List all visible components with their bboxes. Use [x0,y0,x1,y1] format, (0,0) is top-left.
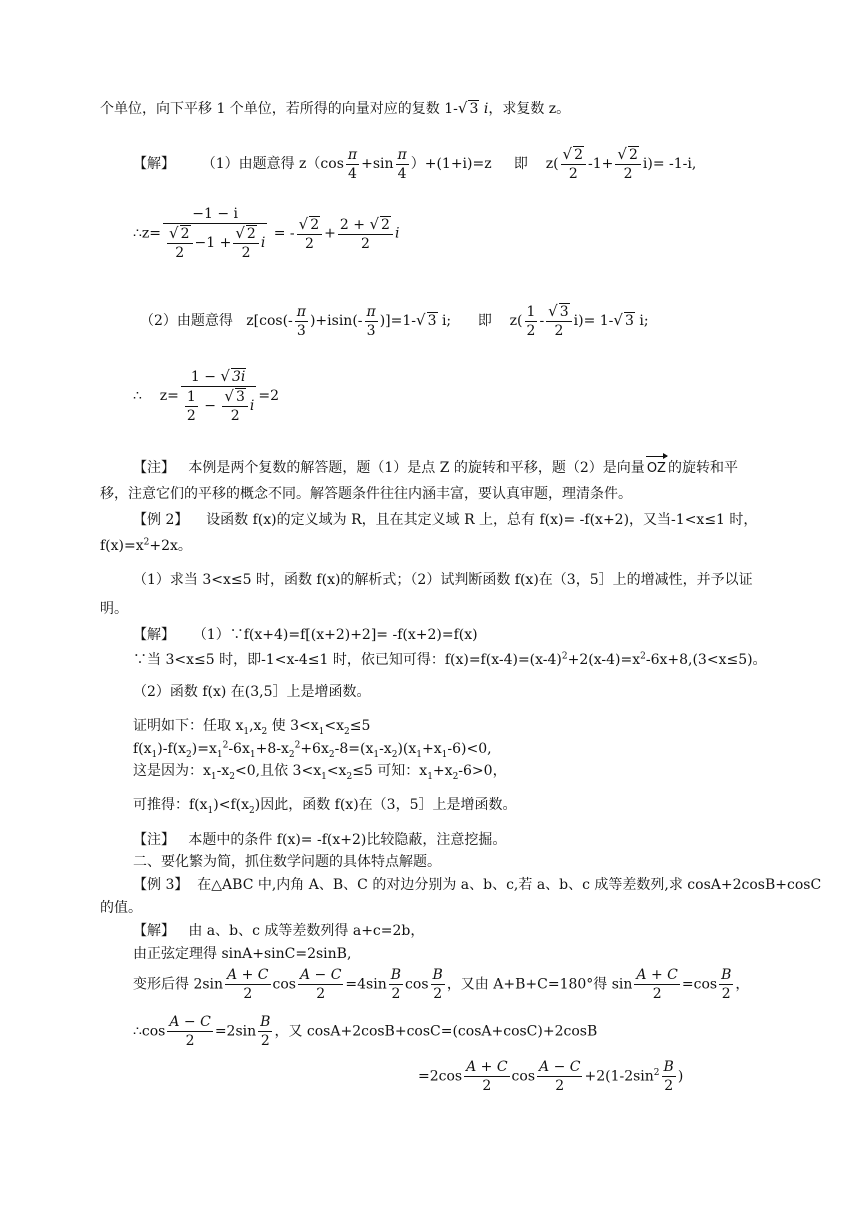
note-tag: 【注】 [133,832,175,848]
text: 个单位，向下平移 1 个单位，若所得的向量对应的复数 1- [100,101,458,117]
den: 2 [482,1078,492,1094]
text: ∴cos [133,1023,166,1040]
radicand: 3 [427,313,437,329]
proof-line-4 [133,796,516,814]
num: A − C [539,1059,581,1075]
sqrt-symbol: √ [613,311,623,329]
den: $\frac{1}{2}$ − $\frac{√ 3}{2}$ i [186,387,255,424]
exponent: 2 [653,1067,660,1078]
num: A + C [227,967,269,983]
question-line-1: （1）求当 3<x≤5 时，函数 f(x)的解析式；（2）试判断函数 f(x)在（3，5］上的增减性，并予以证 [133,572,753,588]
num: π [347,146,358,163]
exponent: 2 [561,651,568,662]
text: =2cos [418,1068,463,1085]
radicand: 2 [381,216,390,233]
sqrt-symbol: √ [235,224,245,242]
subscript: 1 [243,726,250,737]
sqrt-symbol: √ [169,224,179,242]
text: （1）由题意得 z（cos [201,156,344,172]
text: -8=(x [334,741,374,757]
text: z[cos(- [246,313,293,329]
text: 变形后得 2sin [133,976,224,993]
text: +8-x [255,741,289,757]
num: π [366,303,376,320]
num: B [721,967,732,983]
text: 在△ABC 中,内角 A、B、C 的对边分别为 a、b、c,若 a、b、c 成等差数列,求 cosA+2cosB+cosC [197,877,822,893]
solution-2-line [140,302,649,340]
solution-tag: 【解】 [133,923,175,939]
note-2-line [133,831,506,849]
fraction-a-plus-c [634,966,679,1003]
solution-2-line-1 [133,626,478,644]
den: 4 [397,165,407,182]
num: π [397,146,407,163]
num: B [432,967,443,983]
text: f(x [133,741,152,757]
subscript: 2 [452,771,459,782]
sqrt-symbol: √ [416,311,426,329]
den: 2 [243,986,253,1002]
num: −1 − i [163,205,267,224]
fraction-root2-2 [561,145,586,183]
text: + [324,225,336,242]
fraction-root2-2 [297,215,322,253]
subscript: 1 [373,749,380,760]
subscript: 1 [151,749,158,760]
solution-1-line [133,145,696,183]
den: 2 [554,323,564,339]
num: 2 [339,216,349,233]
den: 2 [304,235,314,252]
sqrt-symbol: √ [457,99,468,117]
complex-fraction [163,205,267,262]
den: 2 [175,245,185,261]
imag-unit: i [394,225,400,242]
fraction-b [258,1013,272,1050]
fraction-b [662,1058,676,1095]
den: 2 [721,986,731,1002]
text: )]=1- [379,313,417,329]
den: 2 [555,1078,565,1094]
text: -6x+8,(3<x≤5)。 [645,652,767,668]
text: )(x [397,741,417,757]
text: <0,且依 3<x [235,763,322,779]
example-2-line-2 [100,537,192,555]
text: 证明如下：任取 x [133,718,244,734]
radicand: 2 [310,216,320,233]
imag-unit: i [483,101,489,117]
den: 4 [348,165,357,182]
fraction-pi-4 [396,146,409,183]
den: 2 [568,166,578,182]
subscript: 1 [427,771,433,782]
proof-line-1 [133,717,370,735]
den: 2 [316,986,326,1002]
imag-unit: i [260,235,266,251]
exponent: 2 [143,537,150,548]
text: - [539,313,545,329]
text: )<f(x [213,797,250,813]
text: +sin [361,156,394,172]
text: ，又 cosA+2cosB+cosC=(cosA+cosC)+2cosB [274,1023,598,1040]
num: 1 [186,388,196,405]
text: 本题中的条件 f(x)= -f(x+2)比较隐蔽，注意挖掘。 [188,832,507,848]
fraction-a-minus-c [298,966,343,1003]
text: −1 + [194,235,232,251]
num: A + C [636,967,678,983]
text: ，求复数 z。 [488,101,571,117]
num: π [296,303,306,320]
den: 3 [366,322,376,339]
text: 设函数 f(x)的定义域为 R，且在其定义域 R 上，总有 f(x)= -f(x+2)，又当-1<x≤1 时， [206,512,758,528]
text: ，又由 A+B+C=180°得 sin [446,976,633,993]
sqrt-symbol: √ [224,387,234,405]
text: +2x。 [149,538,192,554]
text: -6>0， [458,763,507,779]
text: cos [511,1068,536,1085]
complex-fraction-2 [181,367,257,425]
text: ∴z= [133,225,162,242]
text: =cos [681,976,718,993]
text: 可推得：f(x [133,797,208,813]
text: 即 [477,313,492,329]
exponent: 2 [294,740,301,751]
radicand: 3 [235,389,245,405]
text: -x [216,763,230,779]
fraction-root3-2 [546,302,571,340]
subscript: 2 [391,749,398,760]
num: 1 [526,303,536,320]
radicand: 3 [559,304,569,320]
vector-oz: OZ [646,461,666,476]
text: ≤5 [349,718,371,734]
text: = - [273,225,295,242]
text: f(x)=x [100,538,144,554]
text: <x [326,763,347,779]
text: -6)<0, [447,741,492,757]
text: 1 − [190,369,221,385]
text: 由 a、b、c 成等差数列得 a+c=2b， [188,923,425,939]
subscript: 2 [186,749,192,760]
den: 2 [623,166,633,182]
example-tag: 【例 3】 [133,877,189,893]
subscript: 2 [346,771,353,782]
fraction-a-plus-c [464,1058,509,1095]
fraction-b [719,966,733,1003]
fraction-pi-3 [295,303,308,340]
den: 2 [186,407,196,424]
solution-tag: 【解】 [133,627,175,643]
radicand: 2 [628,147,638,163]
num: A − C [169,1014,211,1030]
radicand: 2 [180,226,190,242]
text: i)= 1- [573,313,614,329]
subscript: 2 [344,726,350,737]
subscript: 1 [441,749,448,760]
subscript: 2 [328,749,335,760]
fraction-root2-2 [615,145,640,183]
section-2-heading: 二、要化繁为简，抓住数学问题的具体特点解题。 [133,854,441,870]
text: 使 3<x [267,718,319,734]
fraction-a-minus-c [537,1058,582,1095]
text: ≤5 可知：x [352,763,428,779]
note-1-line-1 [133,459,738,478]
z-expression-1 [133,205,399,262]
subscript: 2 [288,749,295,760]
text: +2(x-4)=x [567,652,641,668]
exponent: 2 [640,651,646,662]
sqrt-symbol: √ [369,214,380,233]
den: 2 [185,1033,195,1049]
text: z= [159,388,179,404]
text: +x [432,763,453,779]
num: A + C [466,1059,508,1075]
example-3-line-1 [133,876,821,894]
text: cos [405,976,429,993]
imag-unit: i [249,398,255,414]
note-tag: 【注】 [133,460,175,476]
solution-3-line-2: 由正弦定理得 sinA+sinC=2sinB, [133,946,352,962]
den: 2 [526,322,536,339]
text: ， [735,976,750,993]
subscript: 1 [416,749,423,760]
text: =2sin [214,1023,257,1040]
subscript: 2 [261,726,268,737]
text: cos [272,976,296,993]
solution-2-line-2 [133,651,767,669]
text: -1+ [588,156,614,172]
radicand: 3 [624,313,634,329]
text: -x [379,741,392,757]
fraction-a-minus-c [167,1013,212,1050]
fraction-a-plus-c [225,966,270,1003]
note-1-line-2: 移，注意它们的平移的概念不同。解答题条件往往内涵丰富，要认真审题，理清条件。 [100,486,632,502]
radicand: 3i [231,369,246,385]
trig-line-2 [133,1013,597,1050]
text: +2(1-2sin [584,1068,654,1085]
solution-tag: 【解】 [133,156,175,172]
text: -6x [228,741,250,757]
text: i)= -1-i, [642,156,697,172]
subscript: 2 [249,805,255,816]
increasing-statement: （2）函数 f(x) 在(3,5］上是增函数。 [133,684,371,700]
text: =4sin [345,976,387,993]
subscript: 1 [249,749,256,760]
den: 3 [296,322,306,339]
den: 2 [391,986,401,1002]
solution-3-line-1 [133,922,424,940]
sqrt-symbol: √ [220,367,230,385]
text: 这是因为：x [133,763,211,779]
sqrt-symbol: √ [562,145,573,163]
den: 2 [664,1078,674,1094]
text: ) [677,1068,684,1085]
text: i; [639,313,649,329]
text: )-f(x [157,741,187,757]
text: )因此，函数 f(x)在（3，5］上是增函数。 [254,797,517,813]
subscript: 1 [210,771,217,782]
den: 2 [433,986,443,1002]
exponent: 2 [222,740,229,751]
sqrt-symbol: √ [298,214,309,233]
fraction-2-plus-root2: $\frac{2 + √ 2}{2}$ [338,215,393,253]
text: ,x [249,718,262,734]
trig-line-3 [418,1058,683,1095]
subscript: 1 [318,726,325,737]
sqrt-symbol: √ [548,302,558,320]
text: ∵当 3<x≤5 时，即-1<x-4≤1 时，依已知可得：f(x)=f(x-4)=(x-4) [133,652,562,668]
den: 2 [260,1033,270,1049]
text: （2）由题意得 [140,313,233,329]
proof-line-2 [133,740,492,758]
radicand: 3 [469,101,479,117]
den: 2 [360,235,370,252]
fraction-b [389,966,403,1003]
trig-line-1 [133,966,749,1003]
subscript: 1 [207,805,214,816]
text: )+isin(- [309,313,363,329]
text: ∴ [133,388,142,404]
text: 的旋转和平 [667,460,738,476]
den [163,224,267,262]
radicand: 2 [574,147,584,163]
example-tag: 【例 2】 [133,512,189,528]
den: 2 [652,986,662,1002]
text: （1）∵f(x+4)=f[(x+2)+2]= -f(x+2)=f(x) [192,627,478,643]
text: z( [509,313,523,329]
radicand: 2 [246,226,256,242]
text: <x [324,718,344,734]
den: 2 [241,245,251,261]
fraction-1-2 [525,303,538,340]
num: B [260,1014,271,1030]
example-3-line-2: 的值。 [100,900,142,916]
text: +6x [300,741,329,757]
text: 即 [513,156,528,172]
z-expression-2 [133,367,279,425]
example-2-line-1 [133,511,757,529]
subscript: 1 [216,749,223,760]
text: 本例是两个复数的解答题，题（1）是点 Z 的旋转和平移，题（2）是向量 [188,460,645,476]
text: z( [545,156,559,172]
text: ）+(1+i)=z [410,156,492,172]
subscript: 1 [321,771,327,782]
sqrt-symbol: √ [617,145,627,163]
den: 2 [230,408,240,424]
text: i; [441,313,452,329]
fraction-pi-3 [365,303,378,340]
text: =2 [258,388,280,404]
text: )=x [191,741,217,757]
text: +x [422,741,442,757]
line-1 [100,99,570,118]
subscript: 2 [229,771,236,782]
num: A − C [299,967,342,983]
num: B [390,967,402,983]
fraction-b [431,966,445,1003]
num: B [663,1059,674,1075]
fraction-pi-4 [346,146,359,183]
proof-line-3 [133,762,507,780]
question-line-2: 明。 [100,601,128,617]
